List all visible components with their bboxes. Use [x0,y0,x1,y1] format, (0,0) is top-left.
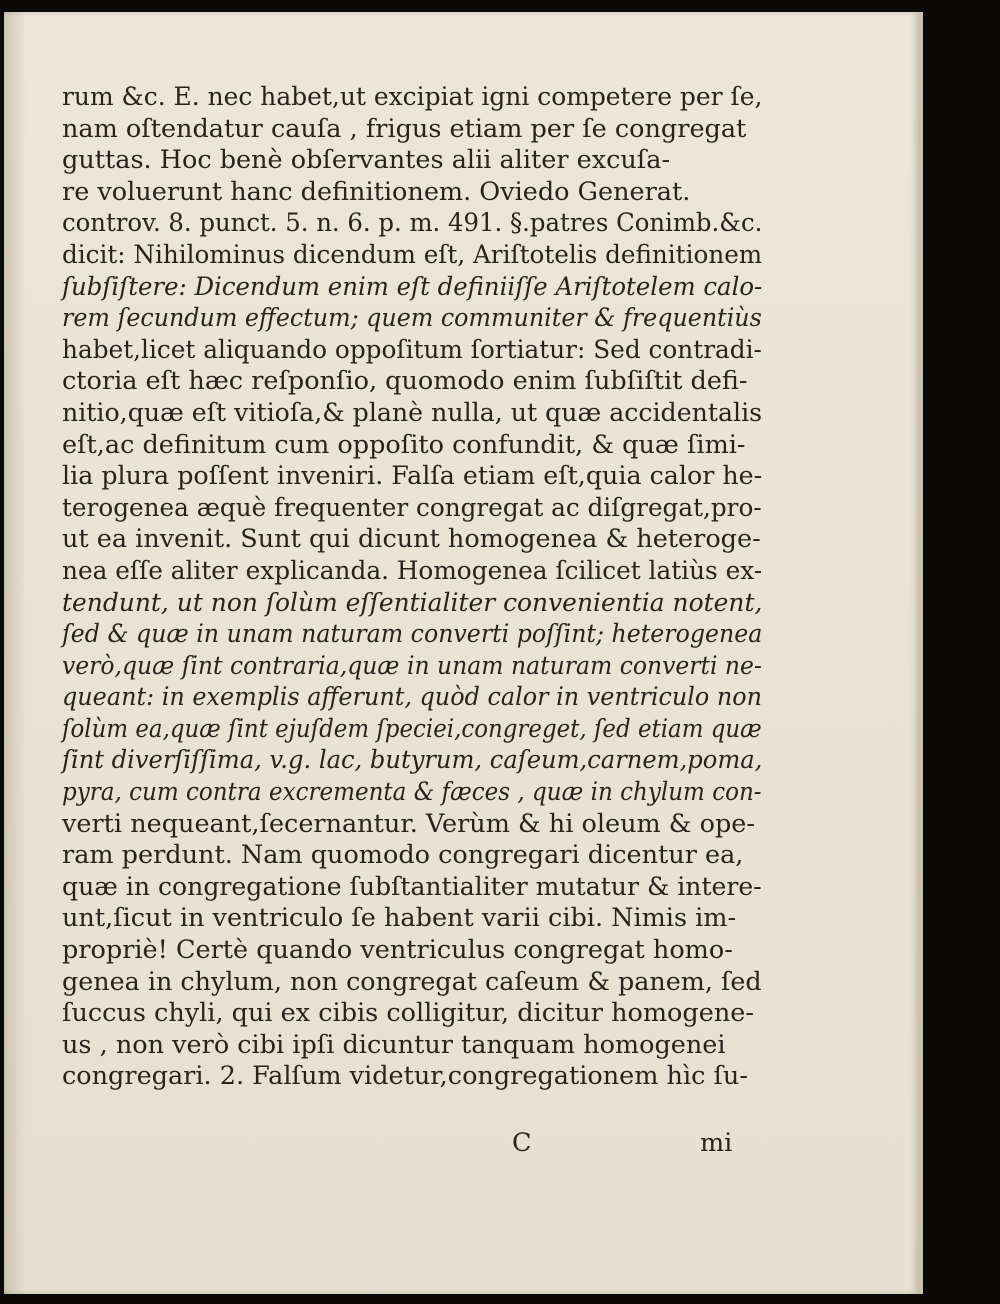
text-line: lia plura poſſent inveniri. Falſa etiam eſt,quia calor he- [62,461,763,492]
text-line: nam oſtendatur cauſa , frigus etiam per ſe congregat [62,113,747,144]
text-line: rem ſecundum effectum; quem communiter & frequentiùs [62,303,762,334]
text-line: unt,ſicut in ventriculo ſe habent varii cibi. Nimis im- [62,903,737,934]
text-line: controv. 8. punct. 5. n. 6. p. m. 491. §.patres Conimb.&c. [62,208,763,239]
text-line: rum &c. E. nec habet,ut excipiat igni competere per ſe, [62,82,763,112]
text-line: propriè! Certè quando ventriculus congregat homo- [62,935,733,966]
text-line: us , non verò cibi ipſi dicuntur tanquam homogenei [62,1029,726,1060]
text-line: guttas. Hoc benè obſervantes alii aliter excuſa- [62,145,671,176]
text-line: ſed & quæ in unam naturam converti poſſint; heterogenea [62,619,763,650]
text-line: pyra, cum contra excrementa & fæces , quæ in chylum con- [62,777,762,808]
catchword: mi [700,1128,733,1158]
text-line: dicit: Nihilominus dicendum eſt, Ariſtotelis definitionem [62,239,763,270]
text-line: ſuccus chyli, qui ex cibis colligitur, dicitur homogene- [62,998,754,1029]
text-line: nea eſſe aliter explicanda. Homogenea ſcilicet latiùs ex- [62,555,763,586]
text-line: ſolùm ea,quæ ſint ejuſdem ſpeciei,congreget, ſed etiam quæ [62,713,762,744]
text-line: ram perdunt. Nam quomodo congregari dicentur ea, [62,840,744,871]
text-line: ctoria eſt hæc reſponſio, quomodo enim ſubſiſtit defi- [62,366,748,397]
text-line: ſint diverſiſſima, v.g. lac, butyrum, caſeum,carnem,poma, [62,745,763,776]
text-line: queant: in exemplis afferunt, quòd calor in ventriculo non [62,682,763,713]
text-line: congregari. 2. Falſum videtur,congregationem hìc ſu- [62,1061,748,1092]
text-line: re voluerunt hanc definitionem. Oviedo Generat. [62,176,691,207]
text-line: verti nequeant,ſecernantur. Verùm & hi oleum & ope- [62,808,755,839]
text-line: habet,licet aliquando oppoſitum ſortiatur: Sed contradi- [62,334,762,365]
text-line: eſt,ac definitum cum oppoſito confundit, & quæ ſimi- [62,429,746,460]
text-line: quæ in congregatione ſubſtantialiter mutatur & intere- [62,871,762,902]
text-line: tendunt, ut non ſolùm eſſentialiter convenientia notent, [62,587,763,618]
body-text [62,82,762,1093]
text-line: ut ea invenit. Sunt qui dicunt homogenea & heteroge- [62,524,761,555]
text-line: ſubſiſtere: Dicendum enim eſt definiiſſe Ariſtotelem calo- [62,271,763,302]
text-line: genea in chylum, non congregat caſeum & panem, ſed [62,966,762,997]
text-line: terogenea æquè frequenter congregat ac diſgregat,pro- [62,492,762,523]
page-edge [918,12,923,1294]
signature-mark: C [512,1128,532,1158]
text-line: nitio,quæ eſt vitioſa,& planè nulla, ut quæ accidentalis [62,397,763,428]
text-line: verò,quæ ſint contraria,quæ in unam naturam converti ne- [62,650,762,681]
